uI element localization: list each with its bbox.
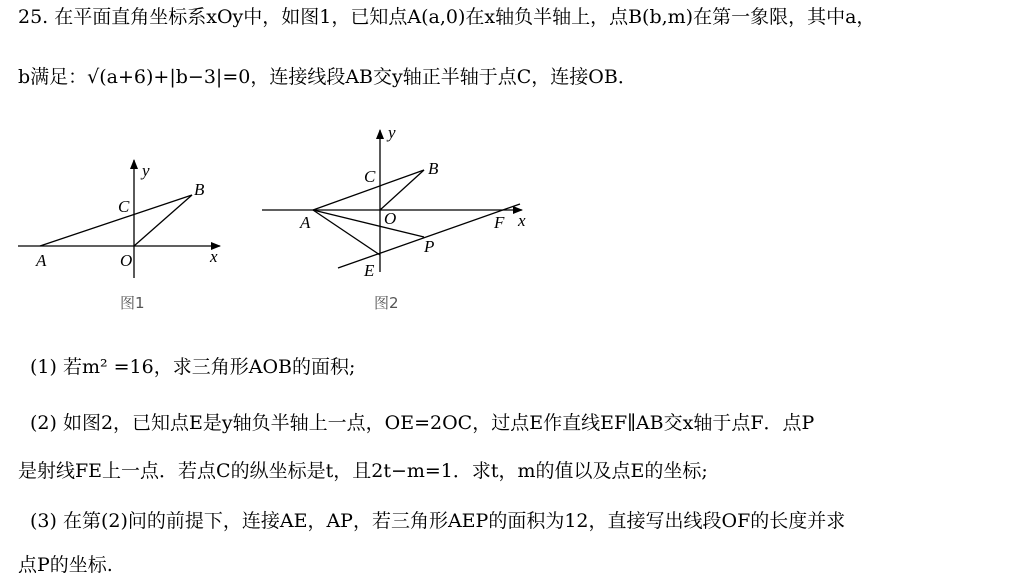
problem-line-2: b满足：√(a+6)+|b−3|=0，连接线段AB交y轴正半轴于点C，连接OB．: [18, 66, 637, 88]
fig2-segment-ap: [313, 210, 424, 237]
figure-2: [262, 130, 522, 272]
fig1-label-b: B: [194, 180, 205, 199]
fig2-label-y: y: [388, 123, 396, 142]
fig1-label-x: x: [210, 247, 218, 266]
fig2-caption: 图2: [374, 294, 399, 312]
question-2-line-2: 是射线FE上一点．若点C的纵坐标是t，且2t−m=1．求t，m的值以及点E的坐标;: [18, 460, 708, 482]
question-3-line-1: (3) 在第(2)问的前提下，连接AE，AP，若三角形AEP的面积为12，直接写出线段OF的长度并求: [30, 510, 846, 532]
question-3-line-2: 点P的坐标.: [18, 554, 113, 576]
fig2-segment-ae: [313, 210, 380, 255]
question-2-line-1: (2) 如图2，已知点E是y轴负半轴上一点，OE=2OC，过点E作直线EF∥AB交x轴于点F．点P: [30, 412, 815, 434]
fig1-label-o: O: [120, 251, 133, 270]
fig2-segment-ob: [380, 170, 424, 210]
fig2-label-e: E: [364, 261, 375, 280]
problem-line-1: 25. 在平面直角坐标系xOy中，如图1，已知点A(a,0)在x轴负半轴上，点B(b,m)在第一象限，其中a，: [18, 6, 876, 28]
fig1-segment-ab: [40, 195, 192, 246]
fig2-label-f: F: [494, 213, 505, 232]
fig1-label-c: C: [118, 197, 130, 216]
fig1-caption: 图1: [120, 294, 145, 312]
fig2-line-ef: [338, 204, 520, 268]
fig2-label-p: P: [424, 237, 435, 256]
figure-1: [18, 160, 220, 278]
fig1-label-a: A: [36, 251, 47, 270]
fig2-label-b: B: [428, 159, 439, 178]
fig1-segment-ob: [134, 195, 192, 246]
fig1-label-y: y: [142, 161, 150, 180]
question-1: (1) 若m² =16，求三角形AOB的面积;: [30, 356, 356, 378]
fig2-label-x: x: [518, 211, 526, 230]
fig2-label-c: C: [364, 167, 376, 186]
fig2-label-o: O: [384, 209, 397, 228]
fig2-label-a: A: [300, 213, 311, 232]
